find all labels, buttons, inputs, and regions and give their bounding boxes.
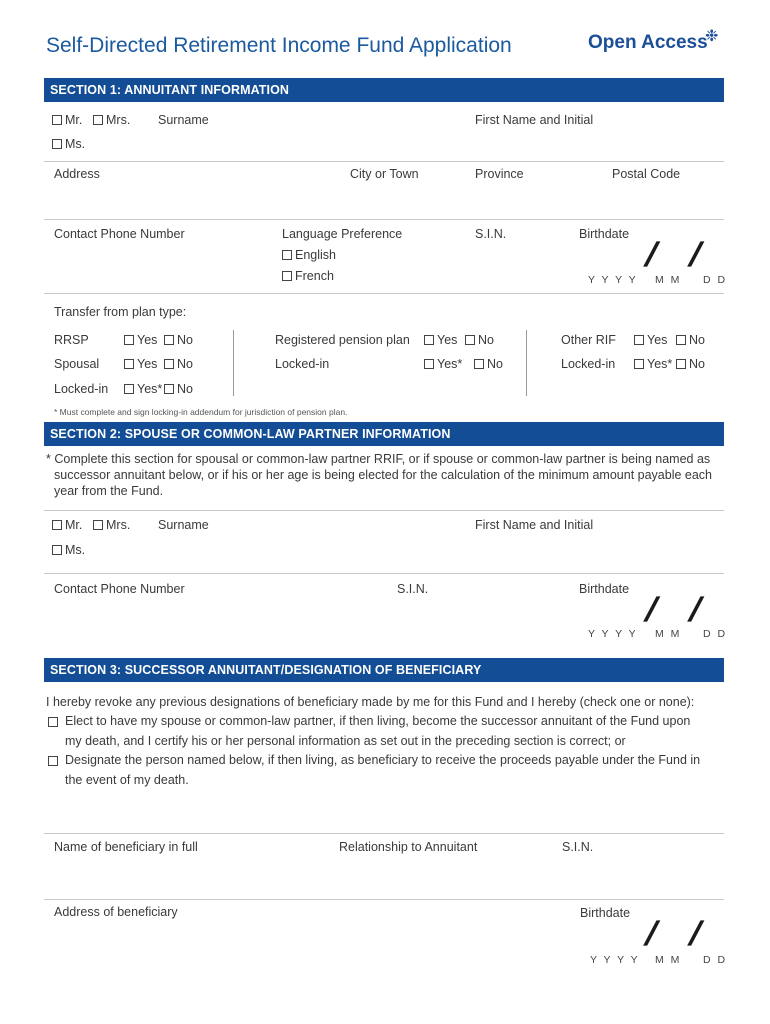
rif-lockedin-no-checkbox[interactable]: No <box>676 357 705 371</box>
other-rif-no-checkbox[interactable]: No <box>676 333 705 347</box>
date-slash-icon: / <box>643 915 659 953</box>
rpp-no-checkbox[interactable]: No <box>465 333 494 347</box>
beneficiary-name-label: Name of beneficiary in full <box>54 840 198 854</box>
rif-lockedin-yes-checkbox[interactable]: Yes* <box>634 357 672 371</box>
spouse-phone-label: Contact Phone Number <box>54 582 185 596</box>
page-title: Self-Directed Retirement Income Fund Application <box>46 34 512 57</box>
beneficiary-birthdate-label: Birthdate <box>580 906 631 920</box>
year-hint: Y Y Y Y <box>590 954 640 966</box>
language-label: Language Preference <box>282 227 403 241</box>
transfer-label: Transfer from plan type: <box>54 305 187 319</box>
province-label: Province <box>475 167 524 181</box>
language-english-checkbox[interactable]: English <box>282 248 336 262</box>
spousal-yes-checkbox[interactable]: Yes <box>124 357 157 371</box>
annuitant-ms-checkbox[interactable]: Ms. <box>52 137 85 151</box>
lockedin-footnote: * Must complete and sign locking-in addendum for jurisdiction of pension plan. <box>54 407 348 417</box>
rif-lockedin-label: Locked-in <box>561 357 616 371</box>
lockedin-yes-checkbox[interactable]: Yes* <box>124 382 162 396</box>
spouse-birthdate-label: Birthdate <box>579 582 630 596</box>
column-divider <box>526 330 527 396</box>
sin-label: S.I.N. <box>475 227 507 241</box>
year-hint: Y Y Y Y <box>588 628 638 640</box>
month-hint: M M <box>655 274 682 286</box>
spouse-mr-checkbox[interactable]: Mr. <box>52 518 82 532</box>
divider <box>44 219 724 220</box>
spouse-ms-checkbox[interactable]: Ms. <box>52 543 85 557</box>
month-hint: M M <box>655 954 682 966</box>
phone-label: Contact Phone Number <box>54 227 185 241</box>
beneficiary-sin-label: S.I.N. <box>562 840 594 854</box>
annuitant-mr-checkbox[interactable]: Mr. <box>52 113 82 127</box>
spousal-label: Spousal <box>54 357 100 371</box>
other-rif-label: Other RIF <box>561 333 616 347</box>
rpp-label: Registered pension plan <box>275 333 410 347</box>
city-label: City or Town <box>350 167 419 181</box>
section2-header: SECTION 2: SPOUSE OR COMMON-LAW PARTNER INFORMATION <box>44 422 724 446</box>
rpp-yes-checkbox[interactable]: Yes <box>424 333 457 347</box>
spouse-sin-label: S.I.N. <box>397 582 429 596</box>
spousal-no-checkbox[interactable]: No <box>164 357 193 371</box>
option1-line2: my death, and I certify his or her personal information as set out in the preceding section is correct; or <box>65 734 626 748</box>
divider <box>44 899 724 900</box>
section3-intro: I hereby revoke any previous designations of beneficiary made by me for this Fund and I hereby (check one or none): <box>46 695 695 709</box>
rpp-lockedin-no-checkbox[interactable]: No <box>474 357 503 371</box>
day-hint: D D <box>703 274 728 286</box>
divider <box>44 293 724 294</box>
rpp-lockedin-yes-checkbox[interactable]: Yes* <box>424 357 462 371</box>
lockedin-no-checkbox[interactable]: No <box>164 382 193 396</box>
section3-header: SECTION 3: SUCCESSOR ANNUITANT/DESIGNATION OF BENEFICIARY <box>44 658 724 682</box>
rrsp-label: RRSP <box>54 333 89 347</box>
divider <box>44 161 724 162</box>
divider <box>44 573 724 574</box>
section2-note-line1: * Complete this section for spousal or common-law partner RRIF, or if spouse or common-law partner is being named as <box>46 452 711 466</box>
rpp-lockedin-label: Locked-in <box>275 357 330 371</box>
day-hint: D D <box>703 954 728 966</box>
date-slash-icon: / <box>687 236 703 274</box>
company-logo: Open Access <box>588 32 708 53</box>
month-hint: M M <box>655 628 682 640</box>
date-slash-icon: / <box>687 591 703 629</box>
year-hint: Y Y Y Y <box>588 274 638 286</box>
date-slash-icon: / <box>643 591 659 629</box>
option2-line2: the event of my death. <box>65 773 189 787</box>
logo-mark-icon: ❉ <box>705 28 719 45</box>
date-slash-icon: / <box>643 236 659 274</box>
option2-line1: Designate the person named below, if then living, as beneficiary to receive the proceeds payable under the Fund in <box>65 753 701 767</box>
rrsp-no-checkbox[interactable]: No <box>164 333 193 347</box>
surname-label: Surname <box>158 113 209 127</box>
divider <box>44 510 724 511</box>
section1-header: SECTION 1: ANNUITANT INFORMATION <box>44 78 724 102</box>
spouse-mrs-checkbox[interactable]: Mrs. <box>93 518 130 532</box>
column-divider <box>233 330 234 396</box>
lockedin-label: Locked-in <box>54 382 109 396</box>
other-rif-yes-checkbox[interactable]: Yes <box>634 333 667 347</box>
beneficiary-address-label: Address of beneficiary <box>54 905 178 919</box>
divider <box>44 833 724 834</box>
rrsp-yes-checkbox[interactable]: Yes <box>124 333 157 347</box>
spouse-surname-label: Surname <box>158 518 209 532</box>
language-french-checkbox[interactable]: French <box>282 269 334 283</box>
relationship-label: Relationship to Annuitant <box>339 840 478 854</box>
annuitant-mrs-checkbox[interactable]: Mrs. <box>93 113 130 127</box>
successor-annuitant-checkbox[interactable] <box>48 717 58 727</box>
designate-beneficiary-checkbox[interactable] <box>48 756 58 766</box>
address-label: Address <box>54 167 100 181</box>
section2-note-line3: year from the Fund. <box>54 484 164 498</box>
day-hint: D D <box>703 628 728 640</box>
option1-line1: Elect to have my spouse or common-law partner, if then living, become the successor annuitant of the Fund upon <box>65 714 691 728</box>
section2-note-line2: successor annuitant below, or if his or her age is being elected for the calculation of the minimum amount payable each <box>54 468 713 482</box>
date-slash-icon: / <box>687 915 703 953</box>
postal-code-label: Postal Code <box>612 167 681 181</box>
first-name-label: First Name and Initial <box>475 113 594 127</box>
birthdate-label: Birthdate <box>579 227 630 241</box>
spouse-first-name-label: First Name and Initial <box>475 518 594 532</box>
